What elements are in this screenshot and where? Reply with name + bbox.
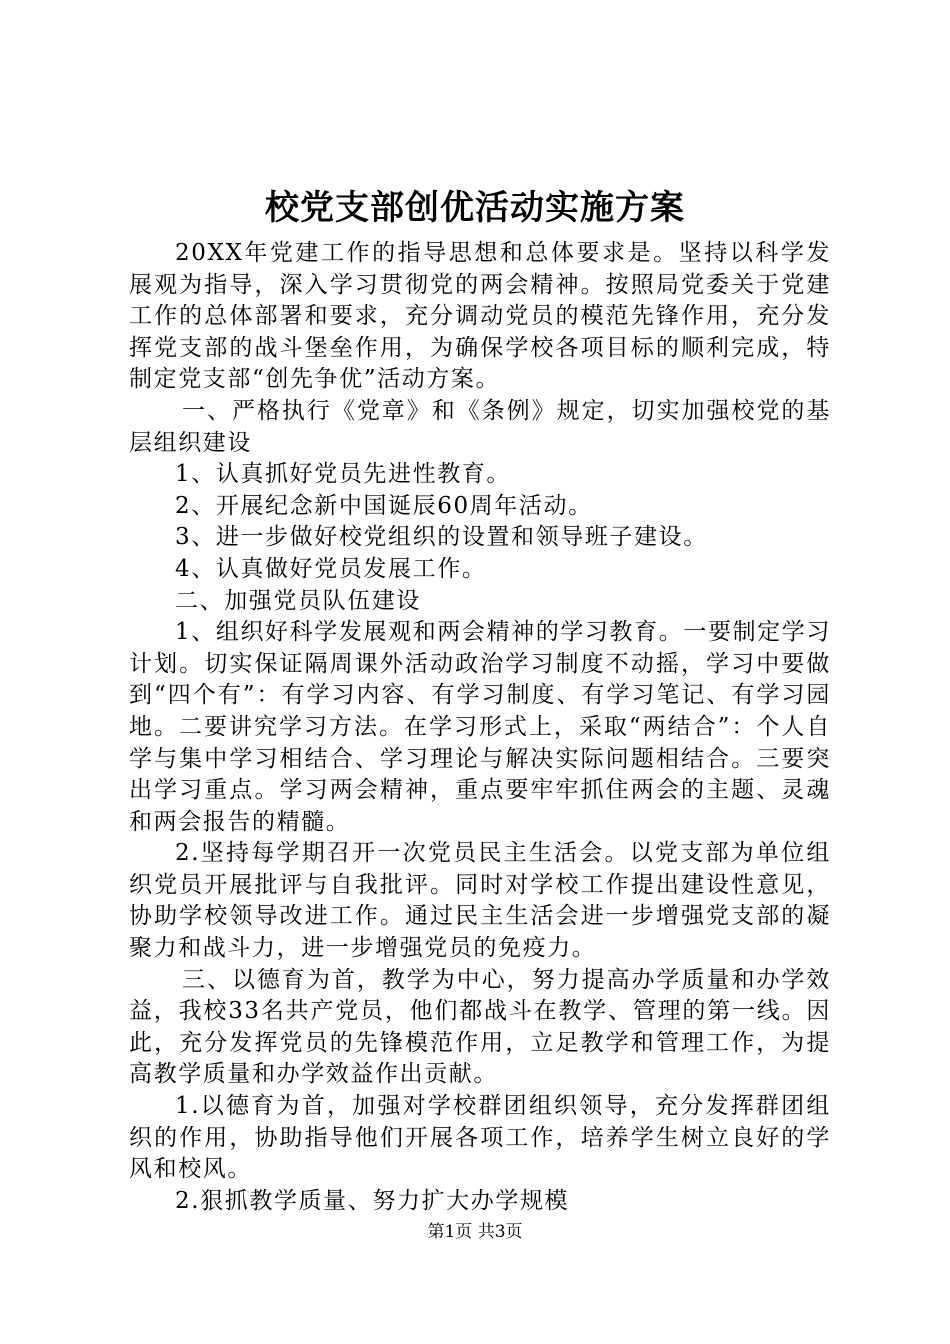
section-heading-2: 二、加强党员队伍建设 (175, 587, 421, 614)
section-heading-1: 一、严格执行《党章》和《条例》规定，切实加强校党的基层组织建设 (129, 397, 831, 456)
list-item: 1.以德育为首，加强对学校群团组织领导，充分发挥群团组织的作用，协助指导他们开展各项工作，培养学生树立良好的学风和校风。 (129, 1093, 831, 1183)
document-body (129, 238, 831, 1217)
list-item: 2.坚持每学期召开一次党员民主生活会。以党支部为单位组织党员开展批评与自我批评。同时对学校工作提出建设性意见，协助学校领导改进工作。通过民主生活会进一步增强党支部的凝聚力和战斗力，进一步增强党员的免疫力。 (129, 840, 831, 962)
intro-paragraph: 20XX年党建工作的指导思想和总体要求是。坚持以科学发展观为指导，深入学习贯彻党的两会精神。按照局党委关于党建工作的总体部署和要求，充分调动党员的模范先锋作用，充分发挥党支部的战斗堡垒作用，为确保学校各项目标的顺利完成，特制定党支部“创先争优”活动方案。 (129, 240, 831, 393)
list-item: 2、开展纪念新中国诞辰60周年活动。 (175, 492, 593, 519)
list-item: 1、认真抓好党员先进性教育。 (175, 461, 512, 488)
section-heading-3: 三、以德育为首，教学为中心，努力提高办学质量和办学效益，我校33名共产党员，他们都战斗在教学、管理的第一线。因此，充分发挥党员的先锋模范作用，立足教学和管理工作，为提高教学质量和办学效益作出贡献。 (129, 966, 831, 1088)
list-item: 1、组织好科学发展观和两会精神的学习教育。一要制定学习计划。切实保证隔周课外活动政治学习制度不动摇，学习中要做到“四个有”：有学习内容、有学习制度、有学习笔记、有学习园地。二要讲究学习方法。在学习形式上，采取“两结合”：个人自学与集中学习相结合、学习理论与解决实际问题相结合。三要突出学习重点。学习两会精神，重点要牢牢抓住两会的主题、灵魂和两会报告的精髓。 (129, 619, 831, 835)
page-number-footer: 第1页 共3页 (427, 1222, 523, 1242)
list-item: 3、进一步做好校党组织的设置和领导班子建设。 (175, 524, 708, 551)
list-item: 2.狠抓教学质量、努力扩大办学规模 (175, 1187, 570, 1214)
list-item: 4、认真做好党员发展工作。 (175, 555, 487, 582)
document-title: 校党支部创优活动实施方案 (265, 188, 685, 228)
